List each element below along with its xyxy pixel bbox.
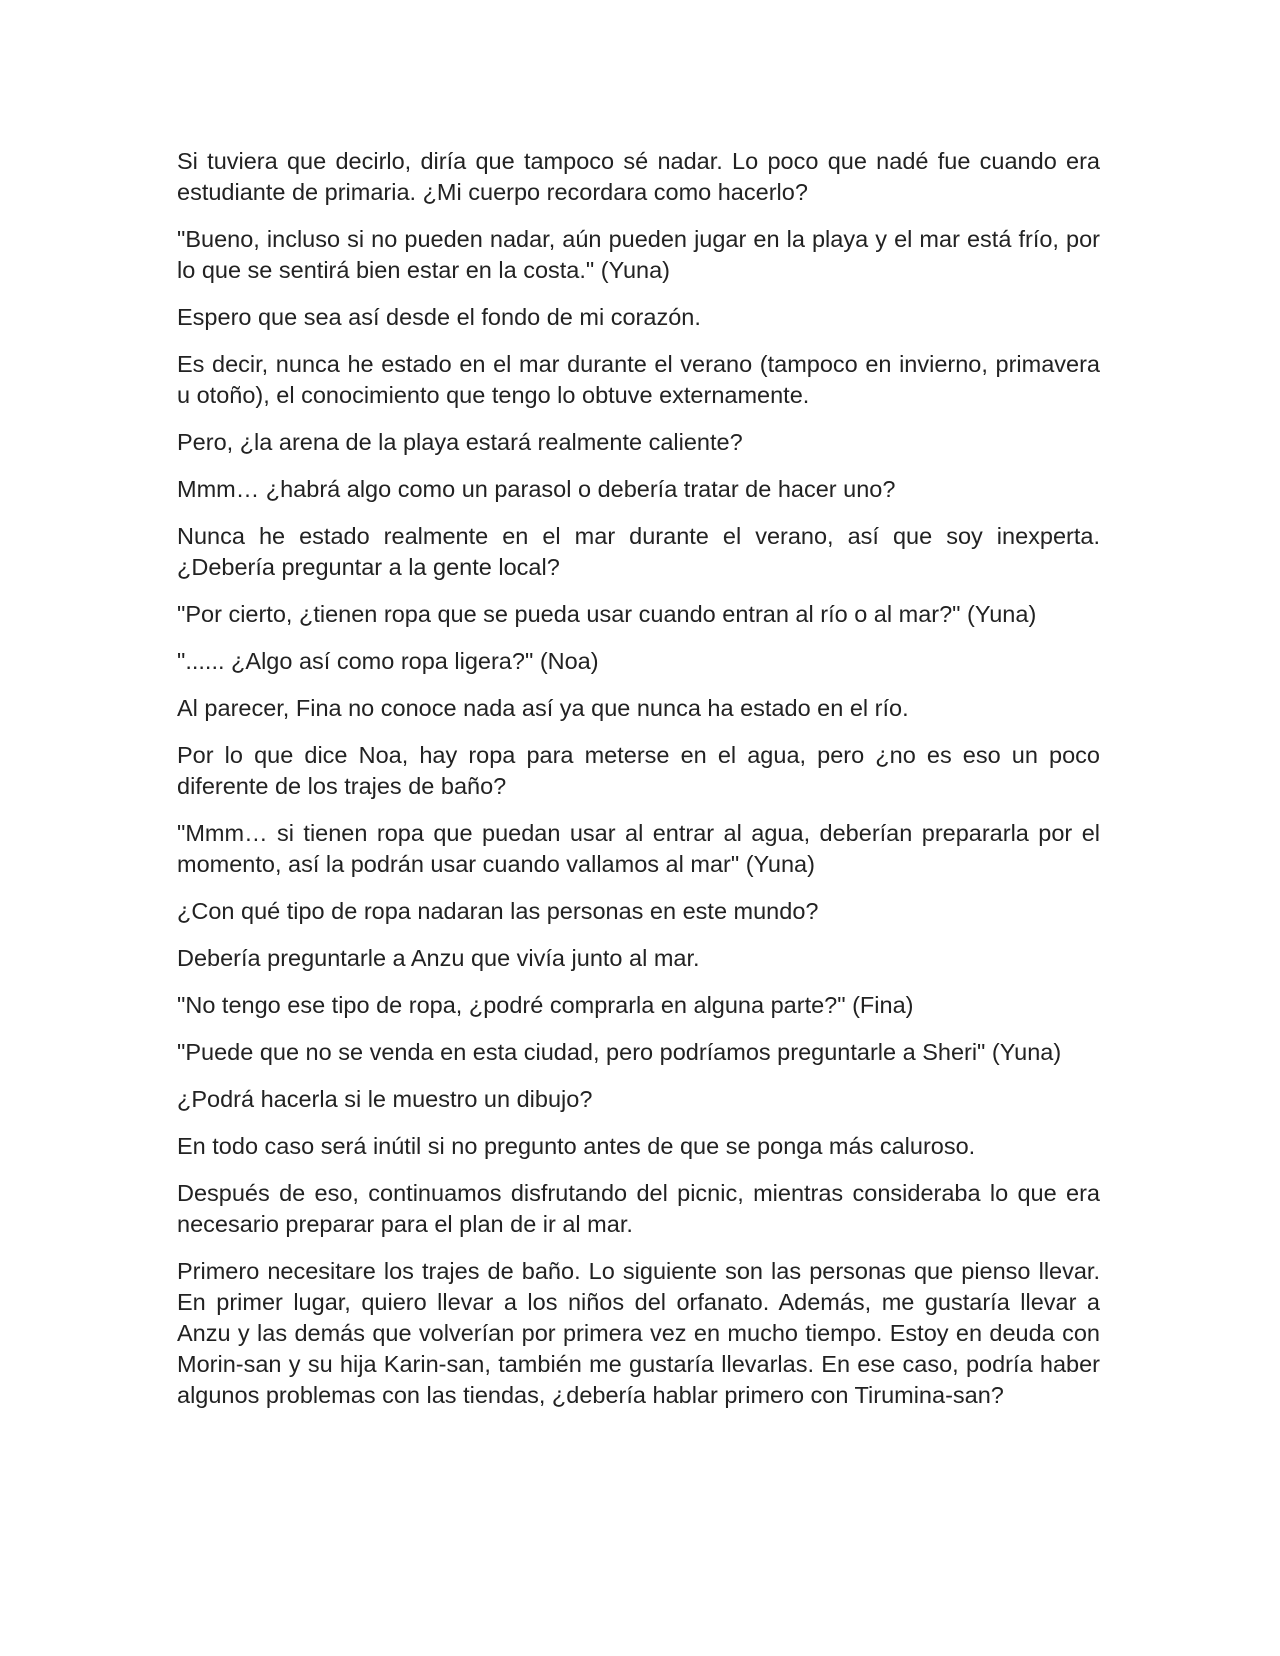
paragraph-8: "Por cierto, ¿tienen ropa que se pueda usar cuando entran al río o al mar?" (Yuna): [177, 601, 1037, 627]
paragraph-11: Por lo que dice Noa, hay ropa para meterse en el agua, pero ¿no es eso un poco diferente de los trajes de baño?: [177, 742, 1100, 799]
paragraph-17: ¿Podrá hacerla si le muestro un dibujo?: [177, 1086, 593, 1112]
paragraph-10: Al parecer, Fina no conoce nada así ya que nunca ha estado en el río.: [177, 695, 909, 721]
document-page: [177, 146, 1100, 1427]
paragraph-14: Debería preguntarle a Anzu que vivía junto al mar.: [177, 945, 700, 971]
paragraph-12: "Mmm… si tienen ropa que puedan usar al entrar al agua, deberían prepararla por el momento, así la podrán usar cuando vallamos al mar" (Yuna): [177, 820, 1100, 877]
paragraph-16: "Puede que no se venda en esta ciudad, pero podríamos preguntarle a Sheri" (Yuna): [177, 1039, 1062, 1065]
paragraph-7: Nunca he estado realmente en el mar durante el verano, así que soy inexperta. ¿Debería preguntar a la gente local?: [177, 523, 1100, 580]
paragraph-1: Si tuviera que decirlo, diría que tampoco sé nadar. Lo poco que nadé fue cuando era estudiante de primaria. ¿Mi cuerpo recordara como hacerlo?: [177, 148, 1100, 205]
paragraph-19: Después de eso, continuamos disfrutando del picnic, mientras consideraba lo que era necesario preparar para el plan de ir al mar.: [177, 1180, 1100, 1237]
paragraph-13: ¿Con qué tipo de ropa nadaran las personas en este mundo?: [177, 898, 819, 924]
paragraph-9: "...... ¿Algo así como ropa ligera?" (Noa): [177, 648, 599, 674]
paragraph-5: Pero, ¿la arena de la playa estará realmente caliente?: [177, 429, 743, 455]
paragraph-6: Mmm… ¿habrá algo como un parasol o debería tratar de hacer uno?: [177, 476, 896, 502]
paragraph-3: Espero que sea así desde el fondo de mi corazón.: [177, 304, 701, 330]
paragraph-2: "Bueno, incluso si no pueden nadar, aún pueden jugar en la playa y el mar está frío, por lo que se sentirá bien estar en la costa." (Yuna): [177, 226, 1100, 283]
paragraph-4: Es decir, nunca he estado en el mar durante el verano (tampoco en invierno, primavera u otoño), el conocimiento que tengo lo obtuve externamente.: [177, 351, 1100, 408]
paragraph-18: En todo caso será inútil si no pregunto antes de que se ponga más caluroso.: [177, 1133, 976, 1159]
paragraph-20: Primero necesitare los trajes de baño. Lo siguiente son las personas que pienso llevar. En primer lugar, quiero llevar a los niños del orfanato. Además, me gustaría llevar a Anzu y las demás que volverían por primera vez en mucho tiempo. Estoy en deuda con Morin-san y su hija Karin-san, también me gustaría llevarlas. En ese caso, podría haber algunos problemas con las tiendas, ¿debería hablar primero con Tirumina-san?: [177, 1258, 1100, 1408]
paragraph-15: "No tengo ese tipo de ropa, ¿podré comprarla en alguna parte?" (Fina): [177, 992, 914, 1018]
